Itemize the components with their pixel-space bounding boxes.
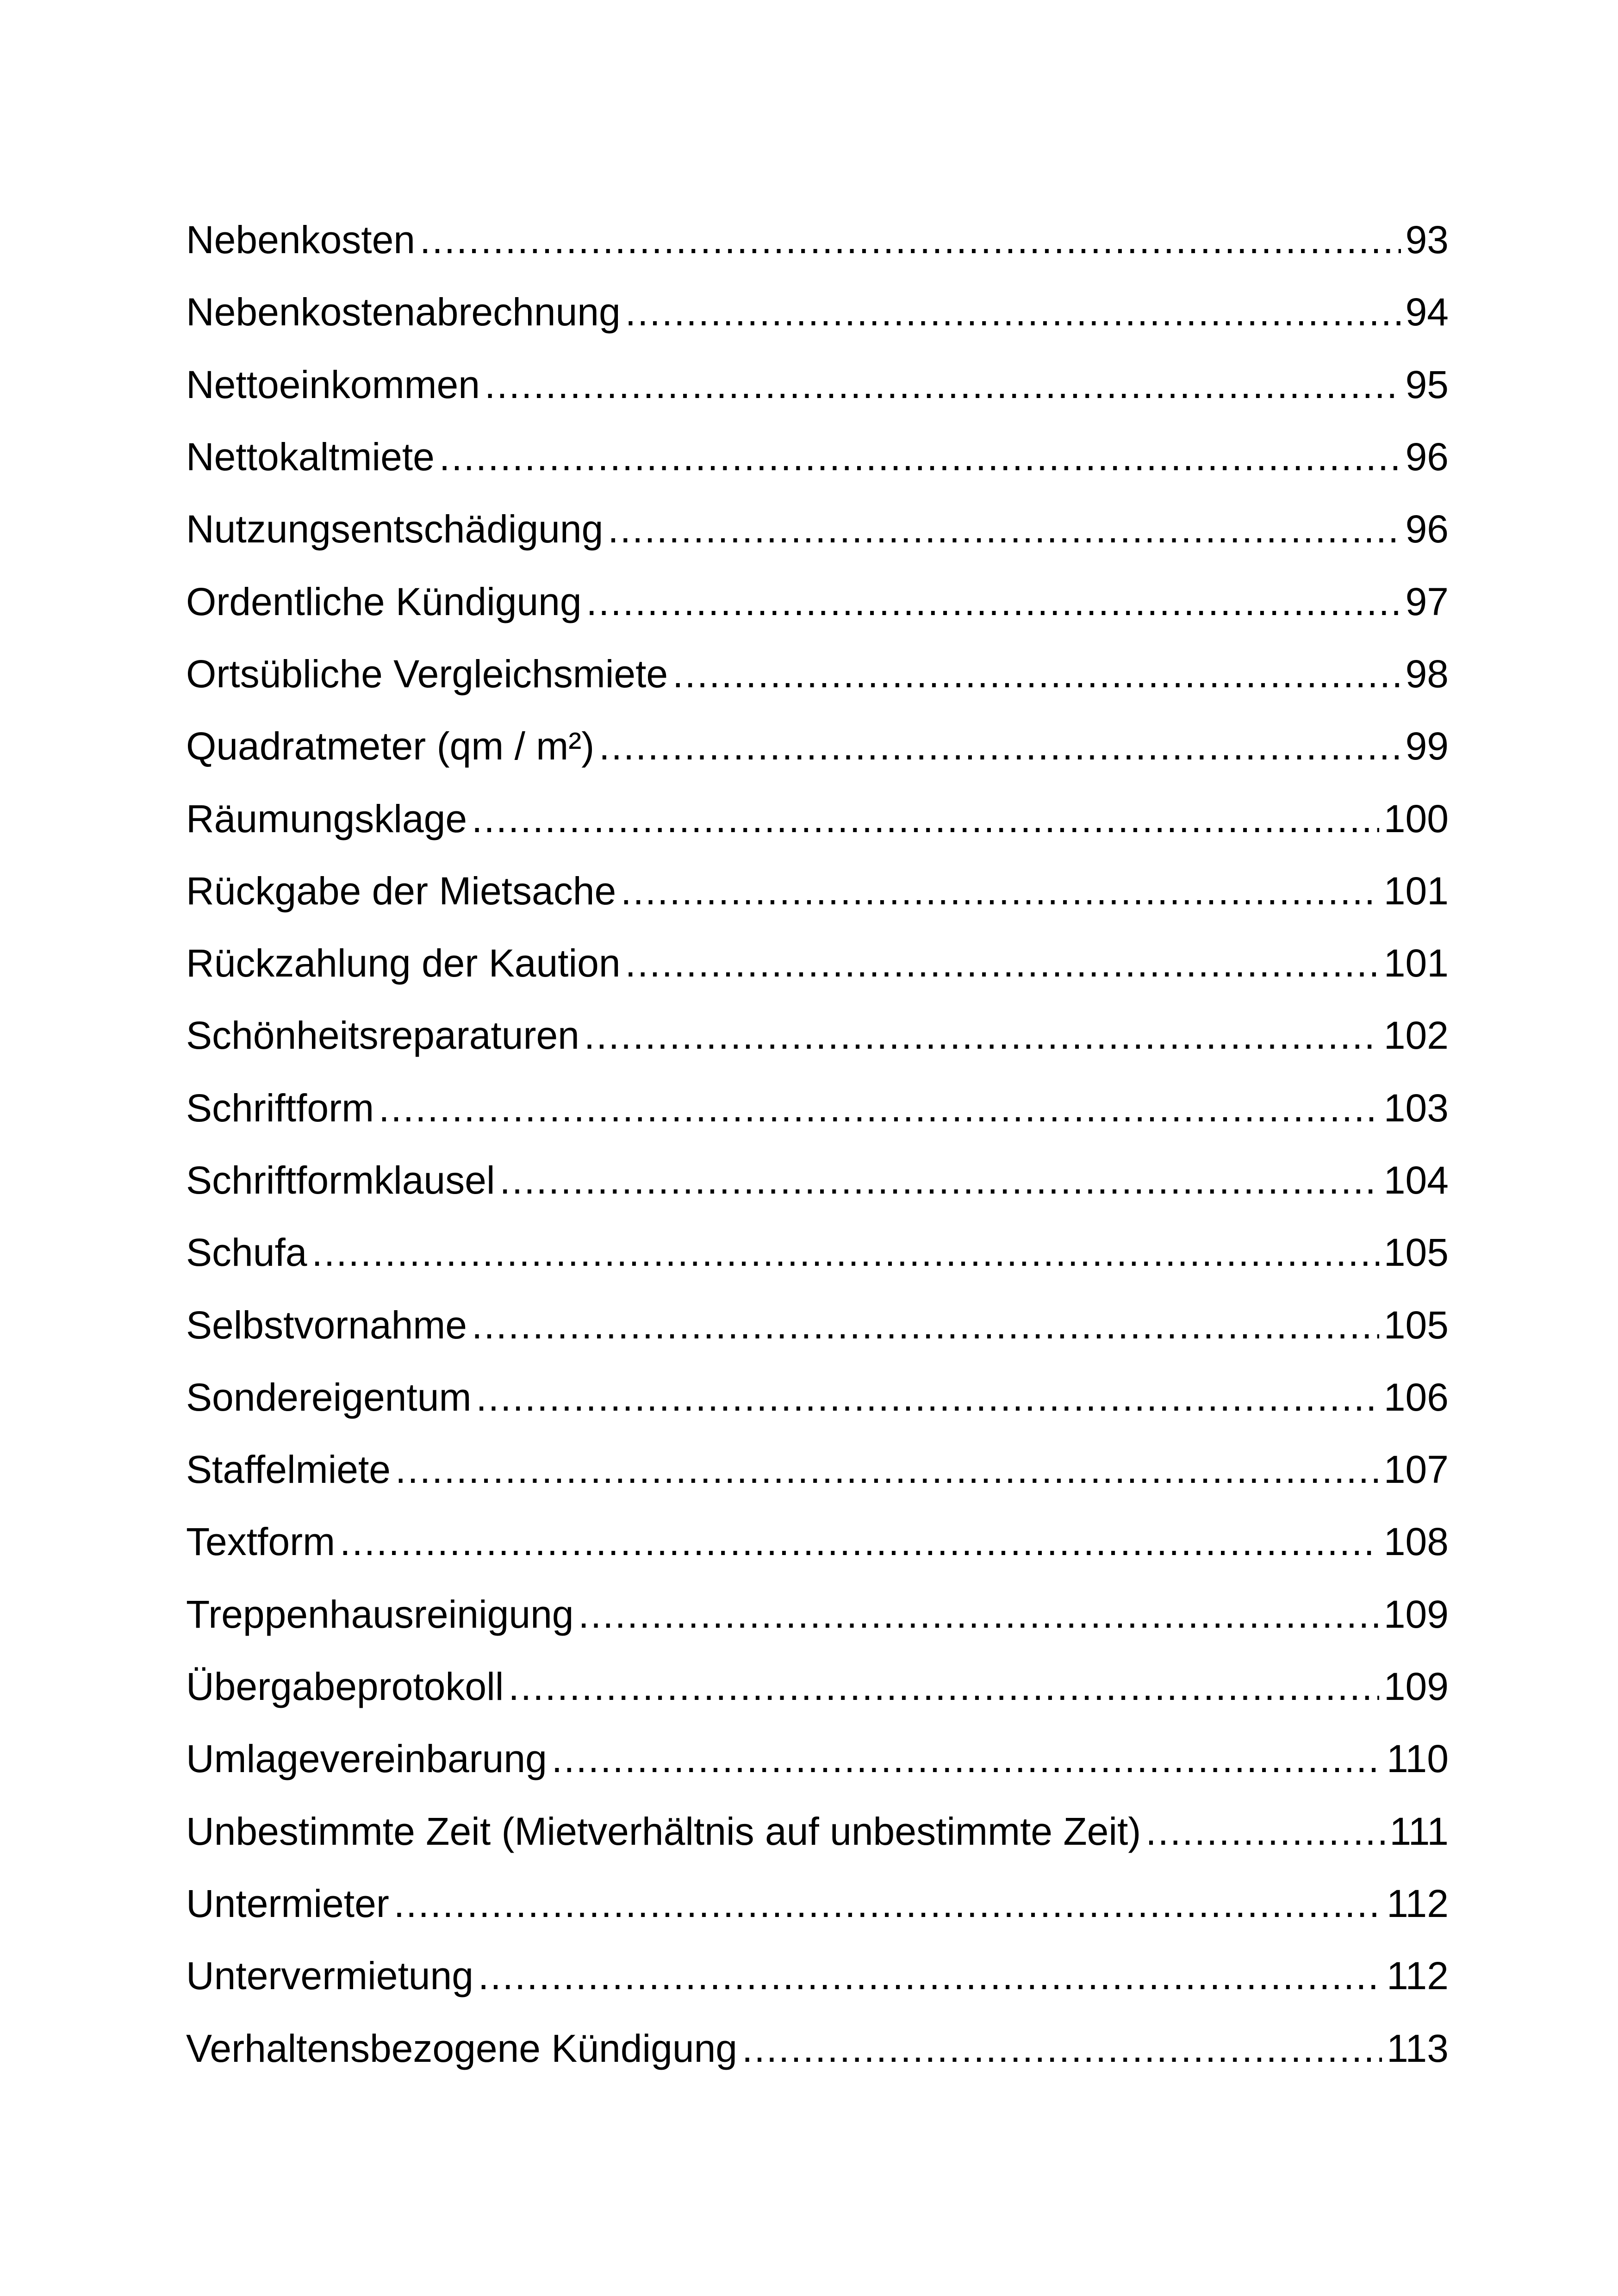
toc-entry-leader <box>586 582 1401 621</box>
toc-entry-term: Rückgabe der Mietsache <box>186 869 616 913</box>
toc-entry-page: 112 <box>1387 1954 1449 1998</box>
toc-entry <box>186 1940 1449 2012</box>
toc-entry-leader <box>485 365 1401 404</box>
toc-entry-page: 96 <box>1405 435 1449 479</box>
toc-entry <box>186 1506 1449 1578</box>
toc-entry-page: 111 <box>1389 1809 1449 1853</box>
toc-entry-leader <box>579 1595 1379 1634</box>
toc-entry <box>186 999 1449 1071</box>
toc-entry <box>186 1216 1449 1288</box>
toc-entry-leader <box>394 1884 1382 1923</box>
toc-entry-term: Nutzungsentschädigung <box>186 507 604 551</box>
toc-entry-page: 109 <box>1383 1665 1449 1709</box>
toc-entry <box>186 1578 1449 1650</box>
toc-entry-leader <box>625 944 1379 983</box>
toc-entry <box>186 1361 1449 1433</box>
toc-entry-term: Selbstvornahme <box>186 1303 467 1347</box>
toc-entry-term: Nettokaltmiete <box>186 435 435 479</box>
toc-entry-page: 107 <box>1383 1448 1449 1492</box>
toc-entry-page: 113 <box>1387 2026 1449 2070</box>
toc-entry-term: Räumungsklage <box>186 796 467 840</box>
toc-entry <box>186 421 1449 493</box>
toc-entry <box>186 1723 1449 1795</box>
toc-entry-term: Verhaltensbezogene Kündigung <box>186 2026 738 2070</box>
toc-entry <box>186 276 1449 348</box>
toc-entry <box>186 1288 1449 1361</box>
toc-entry-term: Ordentliche Kündigung <box>186 579 582 623</box>
toc-entry-leader <box>395 1450 1379 1489</box>
toc-entry-term: Sondereigentum <box>186 1375 472 1419</box>
toc-entry <box>186 1867 1449 1940</box>
toc-entry-page: 96 <box>1405 507 1449 551</box>
toc-entry-page: 101 <box>1383 869 1449 913</box>
toc-entry-page: 104 <box>1383 1158 1449 1202</box>
toc-entry-page: 110 <box>1387 1737 1449 1781</box>
toc-entry-page: 99 <box>1405 724 1449 768</box>
toc-entry-term: Schönheitsreparaturen <box>186 1014 579 1058</box>
toc-entry-page: 101 <box>1383 941 1449 985</box>
toc-entry-page: 105 <box>1383 1303 1449 1347</box>
toc-entry-term: Treppenhausreinigung <box>186 1592 574 1636</box>
toc-entry-term: Schriftformklausel <box>186 1158 495 1202</box>
toc-entry-term: Staffelmiete <box>186 1448 391 1492</box>
toc-entry-term: Quadratmeter (qm / m²) <box>186 724 595 768</box>
toc-entry-leader <box>312 1233 1379 1272</box>
toc-entry-term: Untermieter <box>186 1881 389 1925</box>
toc-entry-leader <box>625 292 1401 331</box>
toc-entry-term: Unbestimmte Zeit (Mietverhältnis auf unbestimmte Zeit) <box>186 1809 1141 1853</box>
toc-entry <box>186 927 1449 999</box>
toc-entry <box>186 710 1449 782</box>
toc-entry-term: Nebenkosten <box>186 218 416 262</box>
toc-entry-page: 103 <box>1383 1086 1449 1130</box>
toc-entry-page: 97 <box>1405 579 1449 623</box>
toc-entry-term: Rückzahlung der Kaution <box>186 941 621 985</box>
toc-entry-leader <box>584 1016 1379 1055</box>
toc-entry-page: 109 <box>1383 1592 1449 1636</box>
toc-entry-leader <box>379 1089 1379 1127</box>
toc-entry <box>186 638 1449 710</box>
toc-entry-leader <box>472 1306 1379 1344</box>
toc-entry-leader <box>508 1667 1379 1706</box>
toc-entry <box>186 1650 1449 1723</box>
toc-entry <box>186 2012 1449 2084</box>
toc-entry-leader <box>599 727 1400 765</box>
table-of-contents <box>186 204 1449 2084</box>
toc-entry <box>186 1795 1449 1867</box>
toc-entry-page: 94 <box>1405 290 1449 334</box>
toc-entry-leader <box>742 2029 1382 2068</box>
toc-entry-leader <box>608 510 1400 548</box>
toc-entry-page: 108 <box>1383 1520 1449 1564</box>
toc-entry-leader <box>476 1378 1379 1417</box>
toc-entry <box>186 1144 1449 1216</box>
toc-entry-term: Nettoeinkommen <box>186 362 480 406</box>
toc-entry-page: 95 <box>1405 362 1449 406</box>
toc-entry-page: 93 <box>1405 218 1449 262</box>
toc-entry-term: Übergabeprotokoll <box>186 1665 504 1709</box>
toc-entry <box>186 493 1449 565</box>
toc-entry-page: 112 <box>1387 1881 1449 1925</box>
toc-entry-leader <box>1145 1812 1385 1851</box>
toc-entry-leader <box>472 799 1379 838</box>
toc-entry-term: Schriftform <box>186 1086 374 1130</box>
toc-entry-page: 98 <box>1405 652 1449 696</box>
toc-entry-leader <box>500 1161 1379 1200</box>
toc-entry-leader <box>621 871 1379 910</box>
toc-entry-term: Schufa <box>186 1231 307 1275</box>
toc-entry-page: 105 <box>1383 1231 1449 1275</box>
toc-entry-leader <box>340 1522 1379 1561</box>
toc-entry-term: Umlagevereinbarung <box>186 1737 547 1781</box>
toc-entry-term: Nebenkostenabrechnung <box>186 290 621 334</box>
toc-entry-page: 100 <box>1383 796 1449 840</box>
toc-entry-term: Textform <box>186 1520 336 1564</box>
toc-entry <box>186 855 1449 927</box>
toc-entry <box>186 565 1449 637</box>
toc-entry-term: Untervermietung <box>186 1954 473 1998</box>
toc-entry <box>186 1433 1449 1506</box>
toc-entry-page: 102 <box>1383 1014 1449 1058</box>
toc-entry-leader <box>478 1956 1382 1995</box>
toc-entry <box>186 204 1449 276</box>
toc-entry <box>186 1072 1449 1144</box>
toc-entry <box>186 348 1449 421</box>
toc-entry-leader <box>552 1739 1382 1778</box>
toc-entry-leader <box>672 654 1400 693</box>
toc-entry-page: 106 <box>1383 1375 1449 1419</box>
toc-entry-leader <box>420 220 1401 259</box>
toc-entry <box>186 782 1449 854</box>
toc-entry-leader <box>439 437 1401 476</box>
toc-entry-term: Ortsübliche Vergleichsmiete <box>186 652 668 696</box>
